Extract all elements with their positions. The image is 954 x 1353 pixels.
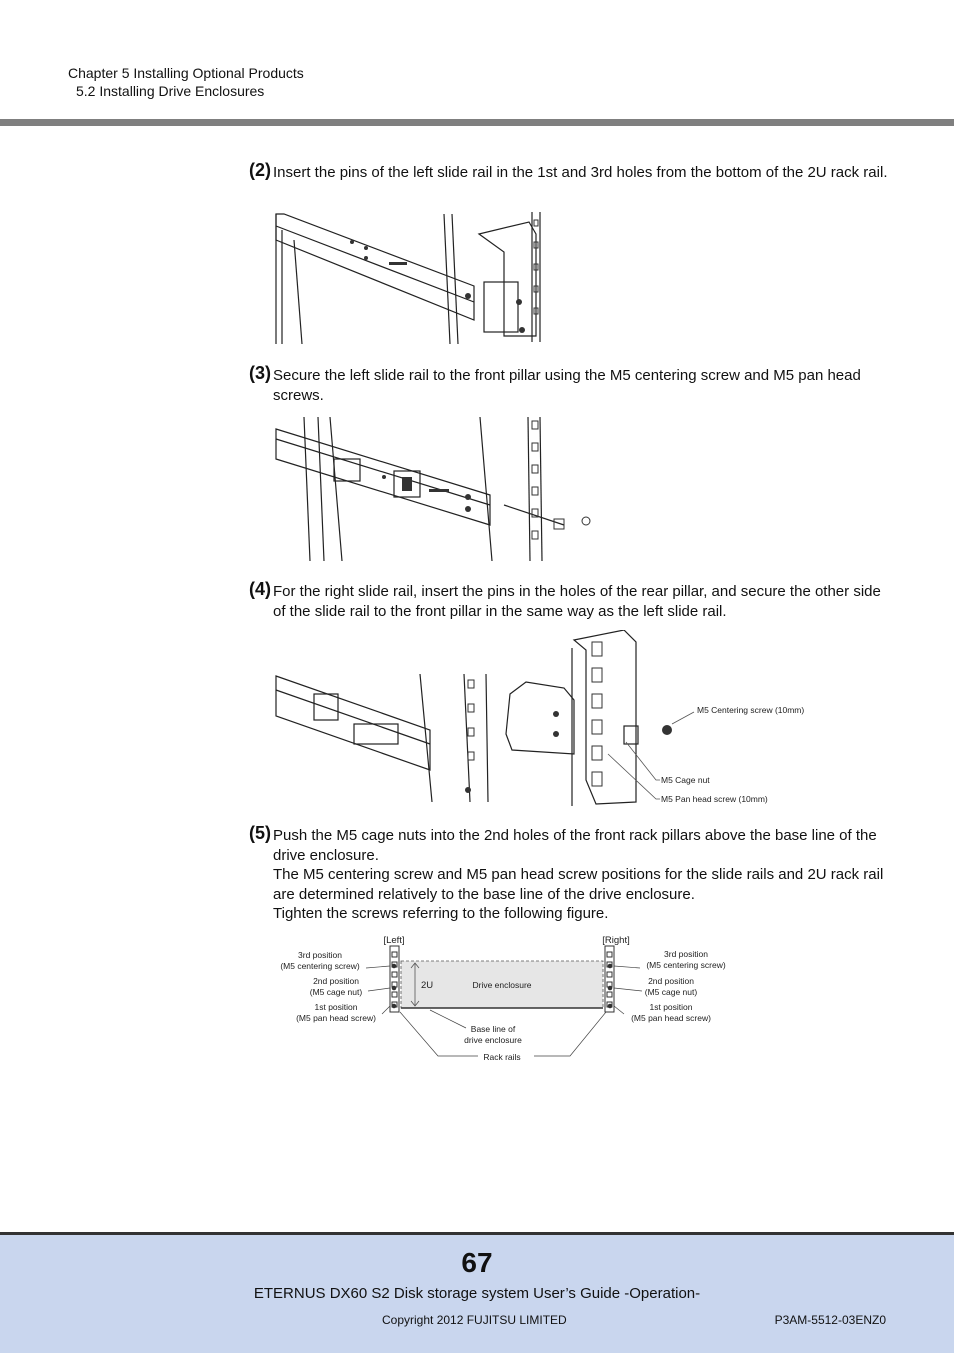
step-text: Secure the left slide rail to the front pillar using the M5 centering screw and M5 pan head screws. bbox=[273, 367, 861, 404]
step-text: For the right slide rail, insert the pins in the holes of the rear pillar, and secure the other side of the slide rail to the front pillar in the same way as the left slide rail. bbox=[273, 583, 881, 620]
label-2u: 2U bbox=[421, 980, 434, 991]
page-footer bbox=[0, 1232, 954, 1353]
step-3 bbox=[249, 363, 889, 405]
left-pos3-title: 3rd position bbox=[298, 950, 342, 960]
right-pos1-desc: (M5 pan head screw) bbox=[631, 1013, 711, 1023]
document-title: ETERNUS DX60 S2 Disk storage system User’s Guide -Operation- bbox=[253, 1285, 701, 1302]
step-4 bbox=[249, 579, 889, 621]
step-text: Insert the pins of the left slide rail in the 1st and 3rd holes from the bottom of the 2U rack rail. bbox=[273, 164, 888, 181]
label-base-line-2: drive enclosure bbox=[464, 1035, 522, 1045]
label-base-line-1: Base line of bbox=[470, 1024, 516, 1034]
step-text: Tighten the screws referring to the following figure. bbox=[273, 905, 609, 922]
step-2 bbox=[249, 160, 889, 183]
step-text: Push the M5 cage nuts into the 2nd holes of the front rack pillars above the base line of the drive enclosure. bbox=[273, 827, 877, 864]
figure-screw-positions bbox=[270, 930, 740, 1068]
label-drive-enclosure: Drive enclosure bbox=[472, 980, 532, 990]
copyright: Copyright 2012 FUJITSU LIMITED bbox=[382, 1313, 567, 1327]
right-pos1-title: 1st position bbox=[649, 1002, 693, 1012]
step-number: (4) bbox=[249, 579, 271, 599]
document-id: P3AM-5512-03ENZ0 bbox=[774, 1313, 886, 1327]
left-pos1-title: 1st position bbox=[314, 1002, 358, 1012]
right-pos2-desc: (M5 cage nut) bbox=[644, 987, 698, 997]
step-5 bbox=[249, 823, 889, 924]
step-number: (3) bbox=[249, 363, 271, 383]
left-pos2-title: 2nd position bbox=[313, 976, 359, 986]
label-left: [Left] bbox=[383, 935, 405, 946]
label-cage-nut: M5 Cage nut bbox=[661, 775, 710, 785]
page-number: 67 bbox=[461, 1247, 493, 1278]
label-pan-head-screw: M5 Pan head screw (10mm) bbox=[661, 794, 768, 804]
left-pos1-desc: (M5 pan head screw) bbox=[296, 1013, 376, 1023]
label-rack-rails: Rack rails bbox=[483, 1052, 521, 1062]
step-number: (5) bbox=[249, 823, 271, 843]
left-pos3-desc: (M5 centering screw) bbox=[280, 961, 360, 971]
running-header bbox=[68, 64, 304, 100]
label-centering-screw: M5 Centering screw (10mm) bbox=[697, 705, 805, 715]
section-title: 5.2 Installing Drive Enclosures bbox=[76, 83, 265, 99]
right-pos3-desc: (M5 centering screw) bbox=[646, 960, 726, 970]
step-text: The M5 centering screw and M5 pan head screw positions for the slide rails and 2U rack rail are determined relatively to the base line of the drive enclosure. bbox=[273, 866, 884, 903]
header-divider bbox=[0, 119, 954, 126]
figure-left-rail-insert bbox=[274, 212, 546, 346]
left-pos2-desc: (M5 cage nut) bbox=[309, 987, 363, 997]
figure-left-rail-secure bbox=[274, 415, 596, 563]
chapter-title: Chapter 5 Installing Optional Products bbox=[68, 65, 304, 81]
right-pos2-title: 2nd position bbox=[648, 976, 694, 986]
right-pos3-title: 3rd position bbox=[664, 949, 708, 959]
figure-right-rail bbox=[274, 630, 814, 808]
step-number: (2) bbox=[249, 160, 271, 180]
label-right: [Right] bbox=[602, 935, 630, 946]
